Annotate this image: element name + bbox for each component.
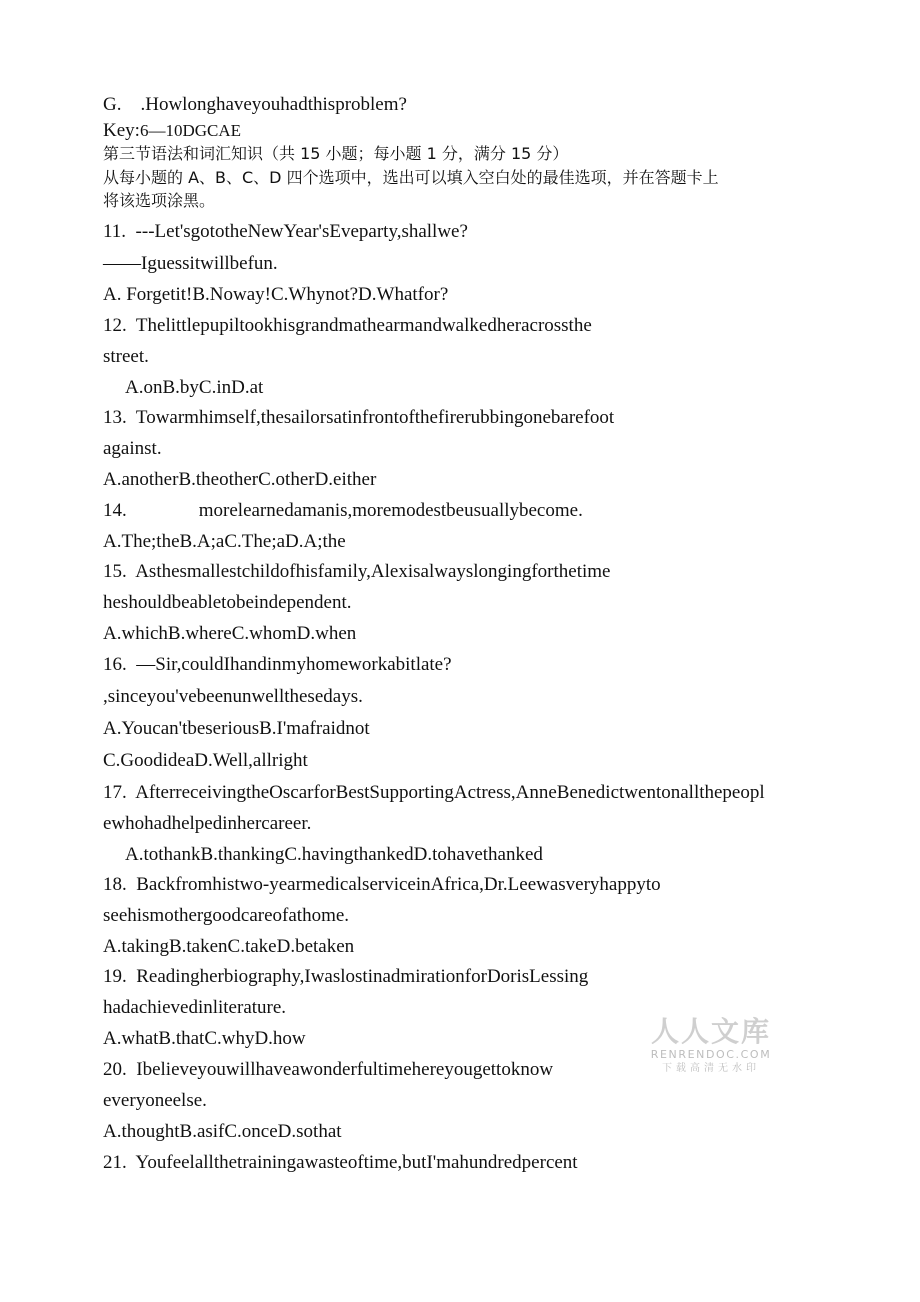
question-18-options: A.takingB.takenC.takeD.betaken — [103, 936, 355, 957]
question-number: 15. — [103, 561, 127, 582]
question-20-stem — [103, 1058, 553, 1082]
question-text: Towarmhimself,thesailorsatinfrontofthefirerubbingonebarefoot — [135, 407, 615, 428]
question-12-stem — [103, 314, 592, 338]
question-18-stem-cont: seehismothergoodcareofathome. — [103, 905, 350, 926]
question-16-options-1: A.Youcan'tbeseriousB.I'mafraidnot — [103, 718, 370, 739]
question-21-stem — [103, 1151, 578, 1175]
question-16-options-2: C.GoodideaD.Well,allright — [103, 750, 308, 771]
question-16-stem — [103, 653, 452, 677]
question-number: 21. — [103, 1152, 127, 1173]
question-14-options: A.The;theB.A;aC.The;aD.A;the — [103, 531, 346, 552]
question-11-answer: ——Iguessitwillbefun. — [103, 253, 278, 274]
question-text: ---Let'sgototheNewYear'sEveparty,shallwe? — [135, 221, 468, 242]
question-12-stem-cont: street. — [103, 346, 149, 367]
question-number: 17. — [103, 782, 127, 803]
instruction-line-2: 将该选项涂黑。 — [103, 191, 216, 210]
watermark-subtitle: 下载高清无水印 — [662, 1063, 760, 1074]
question-text: Thelittlepupiltookhisgrandmathearmandwalkedheracrossthe — [135, 315, 592, 336]
question-17-stem-cont: ewhohadhelpedinhercareer. — [103, 813, 312, 834]
question-text: Readingherbiography,IwaslostinadmirationforDorisLessing — [136, 966, 589, 987]
question-20-stem-cont: everyoneelse. — [103, 1090, 207, 1111]
question-18-stem — [103, 873, 661, 897]
instruction-line-1: 从每小题的 A、B、C、D 四个选项中，选出可以填入空白处的最佳选项，并在答题卡上 — [103, 168, 719, 187]
question-11-stem — [103, 220, 468, 244]
question-17-options: A.tothankB.thankingC.havingthankedD.tohavethanked — [125, 844, 543, 865]
question-text: Youfeelallthetrainingawasteoftime,butI'mahundredpercent — [135, 1152, 578, 1173]
answer-key-line — [103, 119, 241, 143]
question-text: Asthesmallestchildofhisfamily,Alexisalwayslongingforthetime — [135, 561, 611, 582]
question-20-options: A.thoughtB.asifC.onceD.sothat — [103, 1121, 342, 1142]
question-19-options: A.whatB.thatC.whyD.how — [103, 1028, 306, 1049]
question-text: Ibelieveyouwillhaveawonderfultimehereyougettoknow — [136, 1059, 554, 1080]
question-13-stem-cont: against. — [103, 438, 162, 459]
watermark-title: 人人文库 — [650, 1015, 771, 1048]
question-number: 16. — [103, 654, 127, 675]
question-text: —Sir,couldIhandinmyhomeworkabitlate? — [136, 654, 452, 675]
question-11-options: A. Forgetit!B.Noway!C.Whynot?D.Whatfor? — [103, 284, 449, 305]
question-17-stem — [103, 781, 765, 805]
question-number: 14. — [103, 500, 127, 521]
question-number: 11. — [103, 221, 127, 242]
question-15-stem-cont: heshouldbeabletobeindependent. — [103, 592, 352, 613]
watermark-url: RENRENDOC.COM — [650, 1048, 772, 1061]
question-15-stem — [103, 560, 610, 584]
section-title: 第三节语法和词汇知识（共 15 小题；每小题 1 分，满分 15 分） — [103, 144, 569, 163]
question-19-stem-cont: hadachievedinliterature. — [103, 997, 287, 1018]
question-number: 18. — [103, 874, 127, 895]
question-number: 12. — [103, 315, 127, 336]
option-g-text: G. .Howlonghaveyouhadthisproblem? — [103, 94, 407, 115]
question-text: morelearnedamanis,moremodestbeusuallybecome. — [198, 500, 583, 521]
question-12-options: A.onB.byC.inD.at — [125, 377, 264, 398]
question-15-options: A.whichB.whereC.whomD.when — [103, 623, 357, 644]
question-text: AfterreceivingtheOscarforBestSupportingActress,AnneBenedictwentonallthepeopl — [135, 782, 765, 803]
question-number: 13. — [103, 407, 127, 428]
question-number: 20. — [103, 1059, 127, 1080]
option-g-line — [103, 93, 407, 117]
answer-key-prefix: Key: — [103, 120, 140, 141]
question-19-stem — [103, 965, 588, 989]
question-13-options: A.anotherB.theotherC.otherD.either — [103, 469, 377, 490]
watermark-logo — [646, 1016, 776, 1076]
question-number: 19. — [103, 966, 127, 987]
question-14-stem — [103, 499, 583, 523]
question-text: Backfromhistwo-yearmedicalserviceinAfrica,Dr.Leewasveryhappyto — [136, 874, 661, 895]
answer-key-value: 6—10DGCAE — [139, 121, 241, 140]
question-13-stem — [103, 406, 614, 430]
question-16-stem-cont: ,sinceyou'vebeenunwellthesedays. — [103, 686, 363, 707]
